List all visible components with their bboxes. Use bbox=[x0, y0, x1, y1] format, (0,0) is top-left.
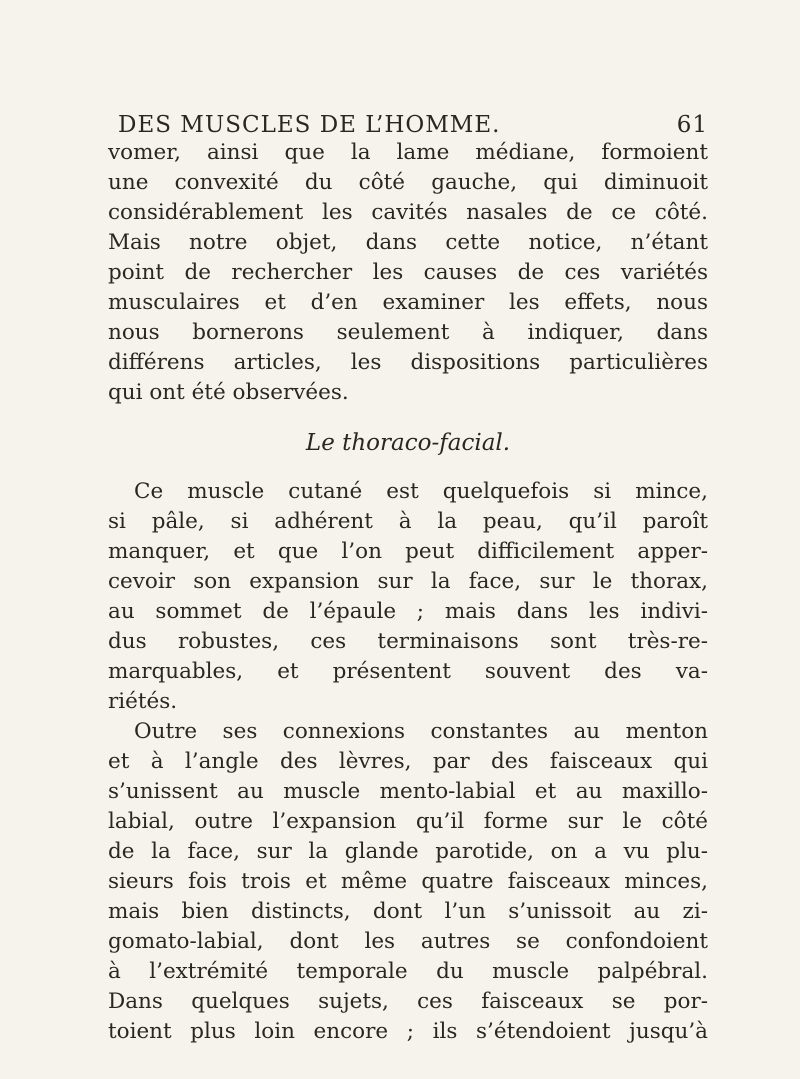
text-line: s’unissent au muscle mento-labial et au maxillo- bbox=[108, 779, 708, 804]
text-line: mais bien distincts, dont l’un s’unissoit au zi- bbox=[108, 899, 708, 924]
text-line: gomato-labial, dont les autres se confondoient bbox=[108, 929, 708, 954]
paragraph-3 bbox=[108, 717, 708, 1047]
page-number: 61 bbox=[676, 112, 708, 138]
text-line: Ce muscle cutané est quelquefois si mince, bbox=[134, 479, 708, 504]
text-line: cevoir son expansion sur la face, sur le thorax, bbox=[108, 569, 708, 594]
text-line: sieurs fois trois et même quatre faisceaux minces, bbox=[108, 869, 708, 894]
text-line: marquables, et présentent souvent des va- bbox=[108, 659, 708, 684]
text-line: au sommet de l’épaule ; mais dans les indivi- bbox=[108, 599, 708, 624]
text-line: qui ont été observées. bbox=[108, 380, 349, 405]
text-line: vomer, ainsi que la lame médiane, formoient bbox=[108, 140, 708, 165]
body-text bbox=[108, 138, 708, 1047]
text-line: labial, outre l’expansion qu’il forme sur le côté bbox=[108, 809, 708, 834]
text-line: musculaires et d’en examiner les effets, nous bbox=[108, 290, 708, 315]
paragraph-2 bbox=[108, 477, 708, 717]
text-line: riétés. bbox=[108, 689, 178, 714]
running-head-title: DES MUSCLES DE L’HOMME. bbox=[118, 112, 501, 138]
text-line: nous bornerons seulement à indiquer, dans bbox=[108, 320, 708, 345]
text-line: point de rechercher les causes de ces variétés bbox=[108, 260, 708, 285]
paragraph-1 bbox=[108, 138, 708, 408]
text-line: une convexité du côté gauche, qui diminuoit bbox=[108, 170, 708, 195]
text-line: toient plus loin encore ; ils s’étendoient jusqu’à bbox=[108, 1019, 708, 1044]
text-line: Outre ses connexions constantes au menton bbox=[134, 719, 708, 744]
text-line: dus robustes, ces terminaisons sont très-re- bbox=[108, 629, 708, 654]
text-line: Dans quelques sujets, ces faisceaux se por- bbox=[108, 989, 708, 1014]
text-line: si pâle, si adhérent à la peau, qu’il paroît bbox=[108, 509, 708, 534]
text-line: et à l’angle des lèvres, par des faisceaux qui bbox=[108, 749, 708, 774]
text-line: Mais notre objet, dans cette notice, n’étant bbox=[108, 230, 708, 255]
text-line: de la face, sur la glande parotide, on a vu plu- bbox=[108, 839, 708, 864]
text-line: considérablement les cavités nasales de ce côté. bbox=[108, 200, 708, 225]
section-heading: Le thoraco-facial. bbox=[305, 430, 511, 456]
text-line: manquer, et que l’on peut difficilement apper- bbox=[108, 539, 708, 564]
text-line: différens articles, les dispositions particulières bbox=[108, 350, 708, 375]
text-line: à l’extrémité temporale du muscle palpébral. bbox=[108, 959, 708, 984]
